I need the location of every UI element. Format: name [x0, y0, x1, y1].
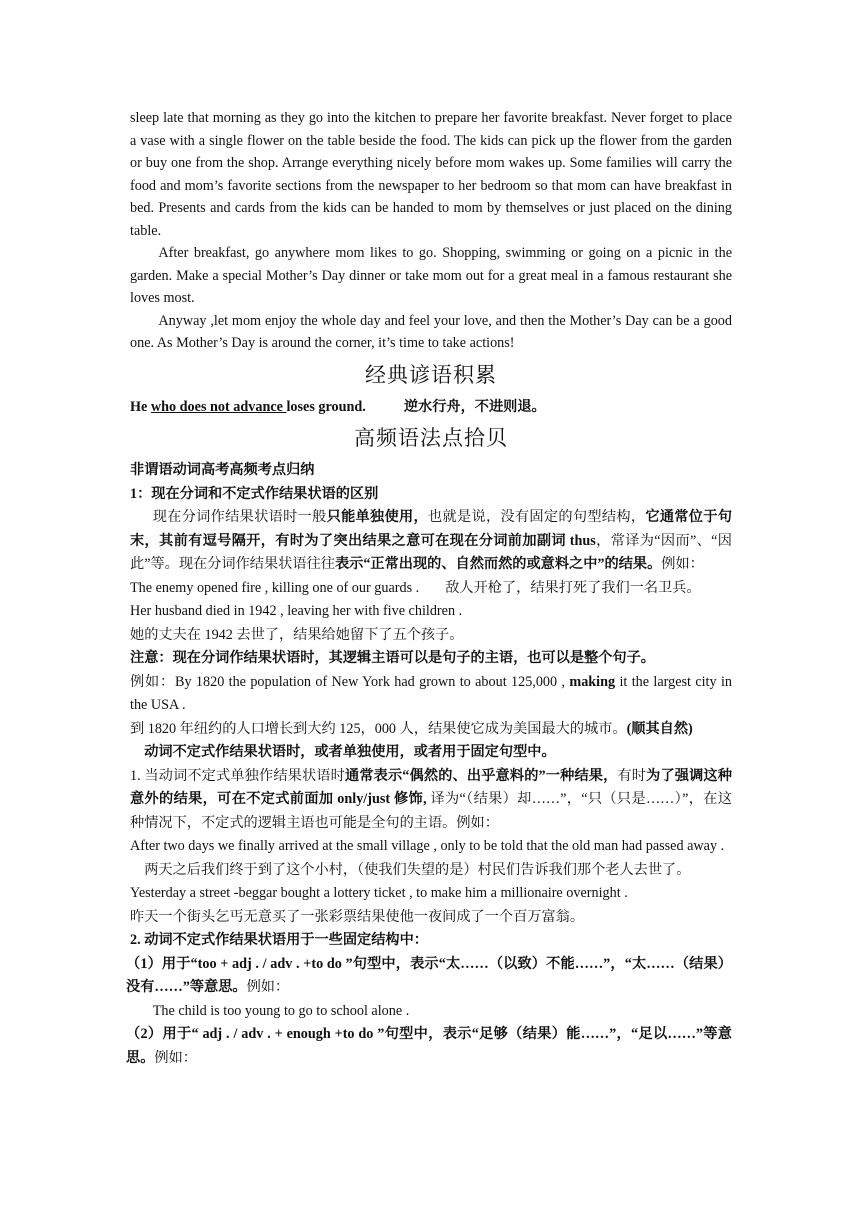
example-en: Yesterday a street -beggar bought a lottery ticket , to make him a millionaire overnight . — [130, 885, 628, 901]
passage-paragraph: After breakfast, go anywhere mom likes to go. Shopping, swimming or going on a picnic in the garden. Make a special Mother’s Day dinner or take mom out for a great meal in a famous restaurant she loves most. — [130, 245, 732, 306]
example-cn: 敌人开枪了，结果打死了我们一名卫兵。 — [445, 579, 701, 596]
section-title: 2. 动词不定式作结果状语用于一些固定结构中： — [130, 932, 428, 948]
example-cn: 两天之后我们终于到了这个小村，（使我们失望的是）村民们告诉我们那个老人去世了。 — [144, 861, 691, 878]
grammar-title: 非谓语动词高考高频考点归纳 — [130, 462, 315, 478]
example-cn: 昨天一个街头乞丐无意买了一张彩票结果使他一夜间成了一个百万富翁。 — [130, 908, 585, 925]
grammar-paragraph: （1）用于“too + adj . / adv . +to do ”句型中，表示“太……（以致）不能……”，“太……（结果）没有……”等意思。例如： — [126, 955, 732, 995]
example-line: 例如：By 1820 the population of New York had grown to about 125,000 , making it the largest city in the USA . — [130, 673, 732, 713]
example-en: The enemy opened fire , killing one of our guards . — [130, 579, 420, 596]
example-line — [130, 577, 732, 601]
example-en: After two days we finally arrived at the small village , only to be told that the old man had passed away . — [130, 838, 725, 854]
example-en: Her husband died in 1942 , leaving her with five children . — [130, 603, 463, 619]
grammar-heading: 高频语法点拾贝 — [354, 426, 508, 450]
passage-paragraph: Anyway ,let mom enjoy the whole day and feel your love, and then the Mother’s Day can be a good one. As Mother’s Day is around the corner, it’s time to take actions! — [130, 312, 732, 351]
example-en: The child is too young to go to school alone . — [152, 1002, 410, 1019]
example-cn: 她的丈夫在 1942 去世了，结果给她留下了五个孩子。 — [130, 626, 464, 643]
grammar-paragraph: 现在分词作结果状语时一般只能单独使用，也就是说，没有固定的句型结构，它通常位于句末，其前有逗号隔开，有时为了突出结果之意可在现在分词前加副词 thus，常译为“因而”、“因此”等。现在分词作结果状语往往表示“正常出现的、自然而然的或意料之中”的结果。例如： — [130, 509, 732, 572]
subsection-title: 动词不定式作结果状语时，或者单独使用，或者用于固定句型中。 — [144, 744, 556, 760]
section-title: 1：现在分词和不定式作结果状语的区别 — [130, 485, 379, 502]
example-cn: 到 1820 年纽约的人口增长到大约 125，000 人，结果使它成为美国最大的城市。(顺其自然) — [130, 720, 693, 737]
proverb-en-start: He — [130, 398, 151, 415]
proverb-en-underlined: who does not advance — [150, 398, 287, 415]
proverb-line — [130, 396, 732, 419]
proverb-cn: 逆水行舟，不进则退。 — [403, 398, 546, 415]
note-line: 注意：现在分词作结果状语时，其逻辑主语可以是句子的主语，也可以是整个句子。 — [130, 650, 655, 666]
passage-paragraph: sleep late that morning as they go into the kitchen to prepare her favorite breakfast. Never forget to place a vase with a single flower on the table beside the food. The kids can pick up the flower from the garden or buy one from the shop. Arrange everything nicely before mom wakes up. Some families will carry the food and mom’s favorite sections from the newspaper to her bedroom so that mom can have breakfast in bed. Presents and cards from the kids can be handed to mom by themselves or just placed on the dining table. — [130, 110, 732, 239]
grammar-paragraph: （2）用于“ adj . / adv . + enough +to do ”句型中，表示“足够（结果）能……”，“足以……”等意思。例如： — [126, 1026, 732, 1066]
document-body — [126, 107, 732, 1070]
proverb-en-end: loses ground. — [286, 398, 366, 415]
grammar-paragraph: 1. 当动词不定式单独作结果状语时通常表示“偶然的、出乎意料的”一种结果，有时为了强调这种意外的结果，可在不定式前面加 only/just 修饰, 译为“（结果）却……”，“只（只是……）”，在这种情况下，不定式的逻辑主语也可能是全句的主语。例如： — [130, 767, 732, 831]
proverb-heading: 经典谚语积累 — [365, 362, 497, 387]
